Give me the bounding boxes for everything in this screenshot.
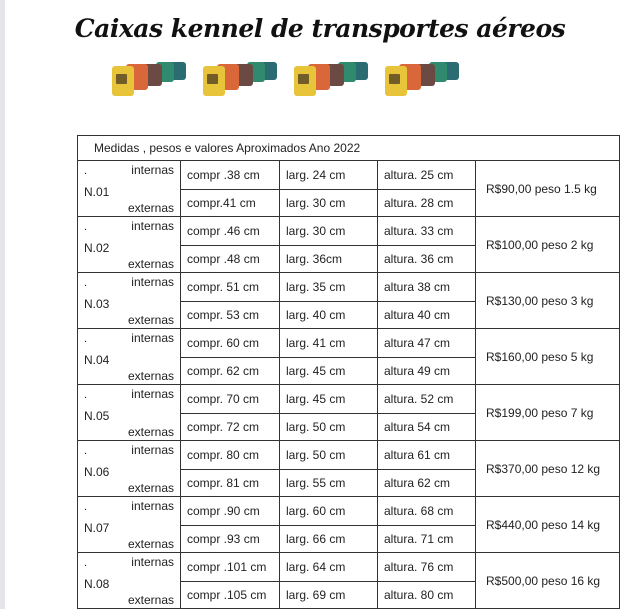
size-dot: . [84,501,88,513]
larg-externas: larg. 36cm [280,245,378,273]
size-cell [78,497,120,553]
larg-internas: larg. 41 cm [280,329,378,358]
compr-internas: compr. 51 cm [181,273,280,302]
price-weight: R$90,00 peso 1.5 kg [476,161,620,217]
size-dot: . [84,221,88,233]
compr-externas: compr .48 cm [181,245,280,273]
size-label: N.01 [84,185,110,199]
larg-externas: larg. 50 cm [280,413,378,441]
size-label: N.04 [84,353,110,367]
type-label-internas: internas [120,273,181,302]
altura-internas: altura. 33 cm [378,217,476,246]
compr-internas: compr .90 cm [181,497,280,526]
compr-internas: compr .46 cm [181,217,280,246]
altura-internas: altura. 52 cm [378,385,476,414]
table-row [78,553,620,582]
size-dot: . [84,557,88,569]
compr-internas: compr. 80 cm [181,441,280,470]
altura-internas: altura 61 cm [378,441,476,470]
larg-internas: larg. 50 cm [280,441,378,470]
kennel-image [203,58,283,102]
size-label: N.02 [84,241,110,255]
table-header-row [78,136,620,161]
table-row [78,217,620,246]
altura-internas: altura. 68 cm [378,497,476,526]
larg-externas: larg. 40 cm [280,301,378,329]
table-row [78,273,620,302]
compr-externas: compr. 53 cm [181,301,280,329]
size-label: N.07 [84,521,110,535]
type-label-internas: internas [120,161,181,190]
table-header: Medidas , pesos e valores Aproximados Ano 2022 [78,136,620,161]
kennel-crate-shape [112,66,134,96]
size-cell [78,385,120,441]
type-label-internas: internas [120,385,181,414]
size-label: N.05 [84,409,110,423]
compr-externas: compr .105 cm [181,581,280,609]
page-edge [0,0,5,609]
altura-externas: altura 40 cm [378,301,476,329]
kennel-image [112,58,192,102]
larg-internas: larg. 64 cm [280,553,378,582]
larg-externas: larg. 45 cm [280,357,378,385]
type-label-externas: externas [120,525,181,553]
kennel-crate-shape [294,66,316,96]
table-row [78,329,620,358]
altura-externas: altura. 80 cm [378,581,476,609]
altura-externas: altura. 36 cm [378,245,476,273]
altura-internas: altura 38 cm [378,273,476,302]
type-label-externas: externas [120,413,181,441]
size-cell [78,217,120,273]
table-row [78,497,620,526]
larg-externas: larg. 30 cm [280,189,378,217]
compr-externas: compr. 81 cm [181,469,280,497]
compr-externas: compr .93 cm [181,525,280,553]
page-title: Caixas kennel de transportes aéreos [74,14,566,43]
kennel-door-shape [298,74,309,84]
kennel-door-shape [116,74,127,84]
altura-internas: altura 47 cm [378,329,476,358]
size-cell [78,553,120,609]
compr-externas: compr. 62 cm [181,357,280,385]
size-cell [78,441,120,497]
kennel-image [294,58,374,102]
larg-externas: larg. 55 cm [280,469,378,497]
larg-externas: larg. 69 cm [280,581,378,609]
table-row [78,161,620,190]
larg-internas: larg. 30 cm [280,217,378,246]
type-label-externas: externas [120,581,181,609]
price-weight: R$160,00 peso 5 kg [476,329,620,385]
larg-internas: larg. 35 cm [280,273,378,302]
type-label-internas: internas [120,497,181,526]
price-weight: R$370,00 peso 12 kg [476,441,620,497]
larg-externas: larg. 66 cm [280,525,378,553]
kennel-crate-shape [203,66,225,96]
table-row [78,441,620,470]
size-cell [78,161,120,217]
altura-internas: altura. 25 cm [378,161,476,190]
compr-internas: compr. 70 cm [181,385,280,414]
type-label-externas: externas [120,189,181,217]
type-label-internas: internas [120,553,181,582]
altura-externas: altura. 28 cm [378,189,476,217]
altura-externas: altura 54 cm [378,413,476,441]
type-label-internas: internas [120,441,181,470]
compr-externas: compr. 72 cm [181,413,280,441]
kennel-image [385,58,465,102]
price-weight: R$500,00 peso 16 kg [476,553,620,609]
size-dot: . [84,445,88,457]
larg-internas: larg. 60 cm [280,497,378,526]
table-row [78,385,620,414]
price-weight: R$199,00 peso 7 kg [476,385,620,441]
altura-externas: altura 62 cm [378,469,476,497]
price-weight: R$100,00 peso 2 kg [476,217,620,273]
type-label-externas: externas [120,245,181,273]
compr-internas: compr .38 cm [181,161,280,190]
kennel-price-table [77,135,620,609]
type-label-externas: externas [120,469,181,497]
altura-externas: altura 49 cm [378,357,476,385]
size-label: N.06 [84,465,110,479]
compr-internas: compr .101 cm [181,553,280,582]
type-label-internas: internas [120,217,181,246]
compr-externas: compr.41 cm [181,189,280,217]
kennel-crate-shape [385,66,407,96]
altura-internas: altura. 76 cm [378,553,476,582]
size-dot: . [84,277,88,289]
size-cell [78,329,120,385]
size-dot: . [84,165,88,177]
size-dot: . [84,389,88,401]
kennel-door-shape [389,74,400,84]
larg-internas: larg. 24 cm [280,161,378,190]
size-label: N.03 [84,297,110,311]
type-label-externas: externas [120,301,181,329]
type-label-externas: externas [120,357,181,385]
size-label: N.08 [84,577,110,591]
price-weight: R$130,00 peso 3 kg [476,273,620,329]
size-dot: . [84,333,88,345]
kennel-door-shape [207,74,218,84]
size-cell [78,273,120,329]
type-label-internas: internas [120,329,181,358]
price-weight: R$440,00 peso 14 kg [476,497,620,553]
larg-internas: larg. 45 cm [280,385,378,414]
compr-internas: compr. 60 cm [181,329,280,358]
altura-externas: altura. 71 cm [378,525,476,553]
